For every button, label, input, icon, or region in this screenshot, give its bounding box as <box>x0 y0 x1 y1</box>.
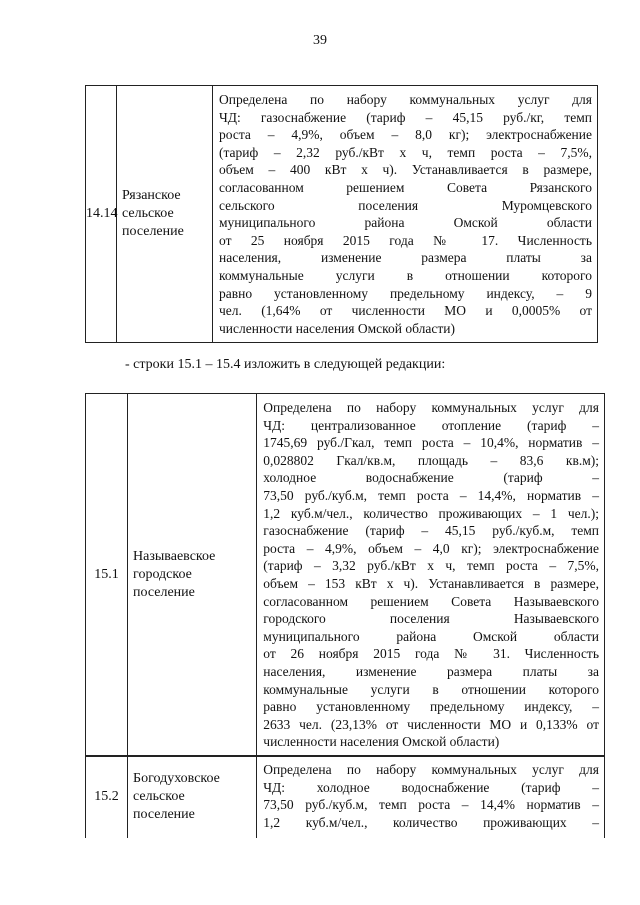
settlement-name-line: поселение <box>122 224 184 239</box>
description-line: объем – 153 кВт х ч). Устанавливается в размере, <box>263 575 599 591</box>
row-number: 15.2 <box>86 756 128 839</box>
description-line: от 26 ноября 2015 года № 31. Численность <box>263 646 599 662</box>
description-line: коммунальные услуги в отношении которого <box>263 681 599 697</box>
description-line: населения, изменение размера платы за <box>263 663 599 679</box>
description-line: коммунальные услуги в отношении которого <box>219 267 592 283</box>
settlement-name-line: Рязанское <box>122 188 181 203</box>
settlement-name-line: городское <box>133 567 192 582</box>
description-line: роста – 4,9%, объем – 4,0 кг); электроснабжение <box>263 540 599 556</box>
description-line: холодное водоснабжение (тариф – <box>263 470 599 486</box>
settlement-name-line: сельское <box>133 789 185 804</box>
description-line: 1,2 куб.м/чел., количество проживающих – 1 чел.); <box>263 505 599 521</box>
table-row-14-14 <box>85 85 598 343</box>
description-line: (тариф – 3,32 руб./кВт х ч, темп роста – 7,5%, <box>263 558 599 574</box>
description-line: муниципального района Омской области <box>263 628 599 644</box>
settlement-name-line: Богодуховское <box>133 771 220 786</box>
description-text <box>257 394 604 751</box>
settlement-name-line: сельское <box>122 206 174 221</box>
description-line: 73,50 руб./куб.м, темп роста – 14,4% норматив – <box>263 797 599 813</box>
description-cell <box>213 86 598 343</box>
description-line: согласованном решением Совета Называевского <box>263 593 599 609</box>
settlement-name <box>117 86 213 343</box>
row-number: 14.14 <box>86 86 117 343</box>
settlement-name-line: поселение <box>133 807 195 822</box>
description-line: населения, изменение размера платы за <box>219 250 592 266</box>
description-text <box>213 86 597 337</box>
settlement-name <box>128 756 257 839</box>
description-line: городского поселения Называевского <box>263 611 599 627</box>
description-line: ЧД: централизованное отопление (тариф – <box>263 417 599 433</box>
description-line: равно установленному предельному индексу, – <box>263 699 599 715</box>
description-text <box>257 756 604 831</box>
description-cell <box>257 756 605 839</box>
description-line: 1,2 куб.м/чел., количество проживающих – <box>263 814 599 830</box>
table-row-15-1 <box>85 393 605 757</box>
description-line: роста – 4,9%, объем – 8,0 кг); электроснабжение <box>219 127 592 143</box>
description-line: 0,028802 Гкал/кв.м, площадь – 83,6 кв.м); <box>263 452 599 468</box>
description-line: газоснабжение (тариф – 45,15 руб./куб.м, темп <box>263 523 599 539</box>
description-cell <box>257 394 605 757</box>
settlement-name <box>128 394 257 757</box>
description-line: численности населения Омской области) <box>219 320 456 336</box>
description-line: от 25 ноября 2015 года № 17. Численность <box>219 232 592 248</box>
row-number: 15.1 <box>86 394 128 757</box>
description-line: равно установленному предельному индексу, – 9 <box>219 285 592 301</box>
description-line: Определена по набору коммунальных услуг для <box>219 92 592 107</box>
description-line: объем – 400 кВт х ч). Устанавливается в размере, <box>219 162 592 178</box>
amendment-instruction: - строки 15.1 – 15.4 изложить в следующей редакции: <box>125 357 446 372</box>
description-line: муниципального района Омской области <box>219 215 592 231</box>
description-line: сельского поселения Муромцевского <box>219 197 592 213</box>
table-row-15-2 <box>85 755 605 838</box>
description-line: 2633 чел. (23,13% от численности МО и 0,133% от <box>263 716 599 732</box>
page-number: 39 <box>313 33 327 48</box>
description-line: Определена по набору коммунальных услуг для <box>263 762 599 777</box>
description-line: ЧД: газоснабжение (тариф – 45,15 руб./кг, темп <box>219 109 592 125</box>
description-line: Определена по набору коммунальных услуг для <box>263 400 599 415</box>
settlement-name-line: Называевское <box>133 549 216 564</box>
settlement-name-line: поселение <box>133 585 195 600</box>
description-line: 1745,69 руб./Гкал, темп роста – 10,4%, норматив – <box>263 435 599 451</box>
description-line: численности населения Омской области) <box>263 734 500 750</box>
description-line: согласованном решением Совета Рязанского <box>219 179 592 195</box>
description-line: (тариф – 2,32 руб./кВт х ч, темп роста – 7,5%, <box>219 144 592 160</box>
description-line: чел. (1,64% от численности МО и 0,0005% от <box>219 303 592 319</box>
description-line: ЧД: холодное водоснабжение (тариф – <box>263 779 599 795</box>
description-line: 73,50 руб./куб.м, темп роста – 14,4%, норматив – <box>263 487 599 503</box>
